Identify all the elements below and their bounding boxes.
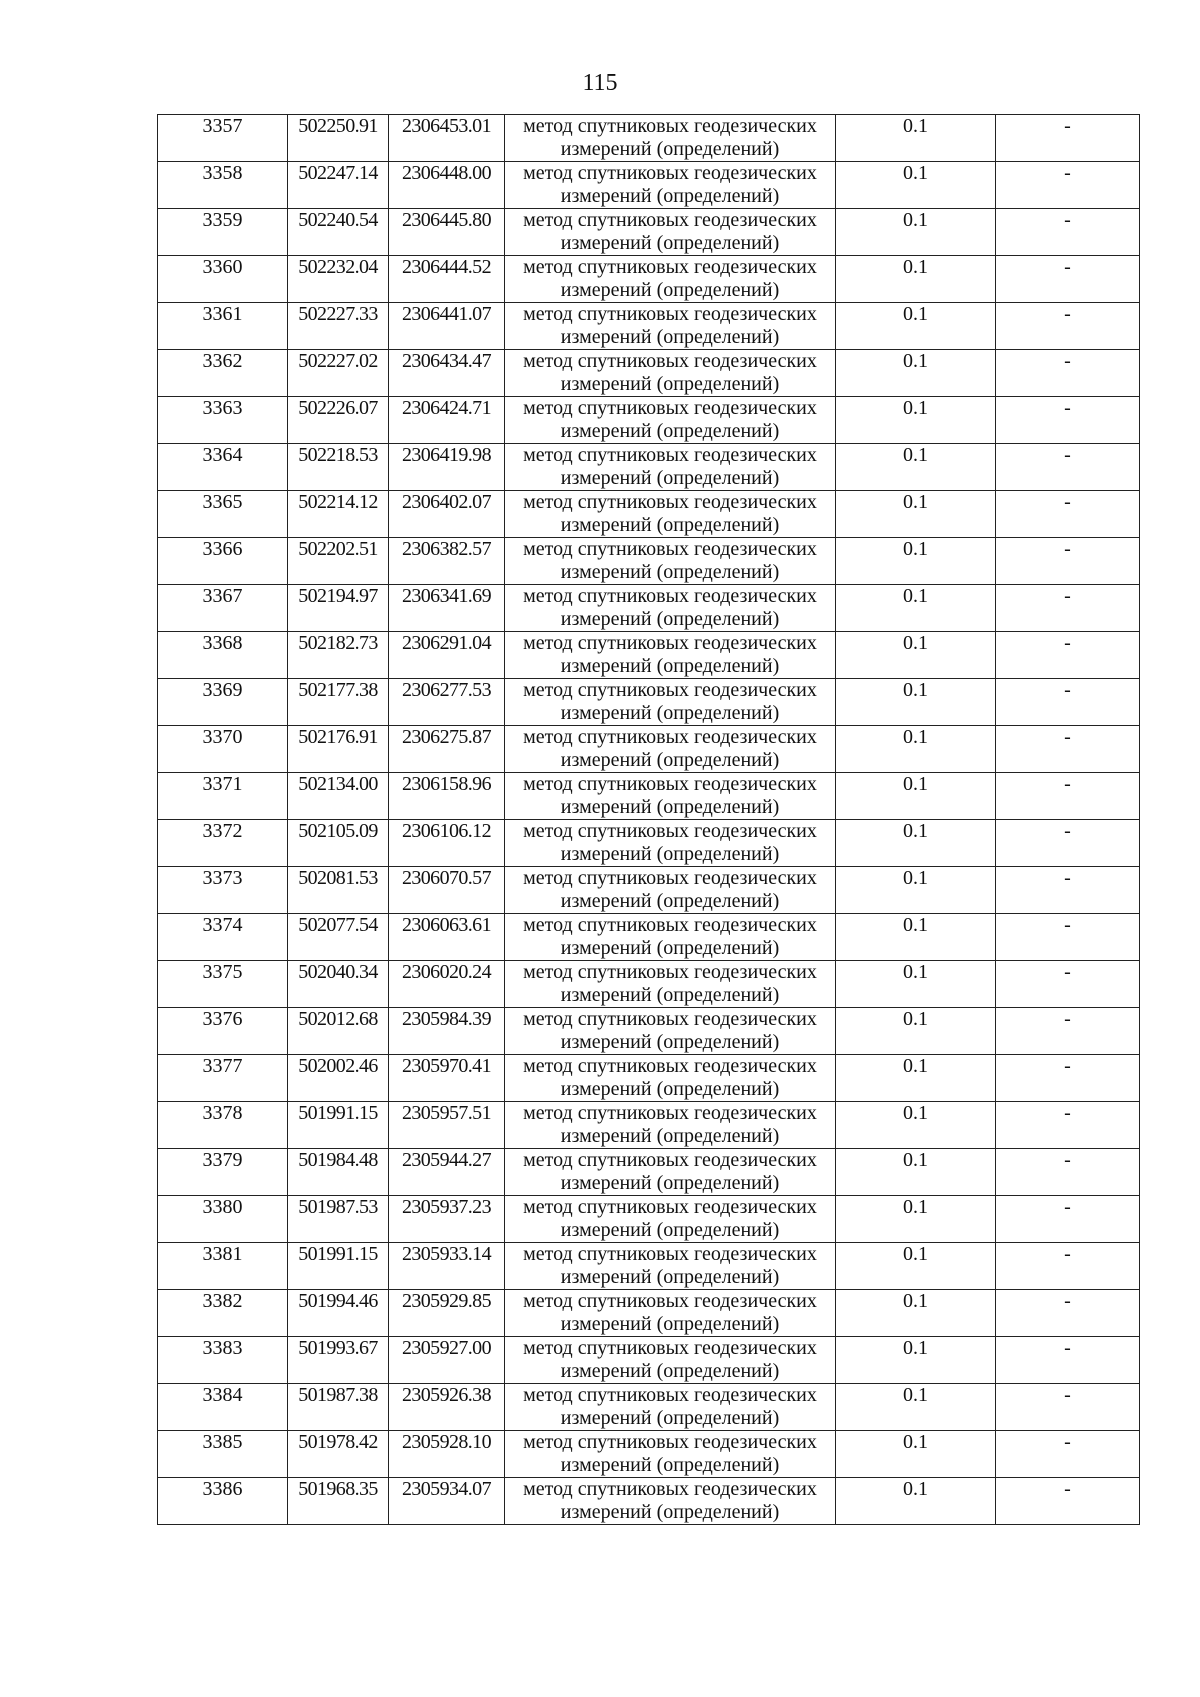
- method-cell: [505, 961, 836, 1008]
- method-cell: [505, 914, 836, 961]
- method-cell: [505, 1337, 836, 1384]
- method-line-1: метод спутниковых геодезических: [523, 1337, 817, 1359]
- y-coordinate-cell: 2306070.57: [389, 867, 505, 914]
- accuracy-cell: 0.1: [836, 491, 996, 538]
- method-cell: [505, 397, 836, 444]
- accuracy-cell: 0.1: [836, 1337, 996, 1384]
- y-coordinate-cell: 2306448.00: [389, 162, 505, 209]
- page-number: 115: [582, 70, 618, 96]
- x-coordinate-cell: 501993.67: [288, 1337, 389, 1384]
- table-row: [158, 867, 1140, 914]
- method-line-1: метод спутниковых геодезических: [523, 1290, 817, 1312]
- method-line-2: измерений (определений): [560, 185, 780, 207]
- table-row: [158, 1055, 1140, 1102]
- method-line-2: измерений (определений): [560, 232, 780, 254]
- y-coordinate-cell: 2306020.24: [389, 961, 505, 1008]
- accuracy-cell: 0.1: [836, 350, 996, 397]
- method-line-1: метод спутниковых геодезических: [523, 1055, 817, 1077]
- x-coordinate-cell: 502226.07: [288, 397, 389, 444]
- method-line-2: измерений (определений): [560, 1172, 780, 1194]
- x-coordinate-cell: 502194.97: [288, 585, 389, 632]
- method-line-2: измерений (определений): [560, 1078, 780, 1100]
- method-line-2: измерений (определений): [560, 796, 780, 818]
- point-number-cell: 3377: [158, 1055, 288, 1102]
- y-coordinate-cell: 2306441.07: [389, 303, 505, 350]
- point-number-cell: 3358: [158, 162, 288, 209]
- y-coordinate-cell: 2305927.00: [389, 1337, 505, 1384]
- y-coordinate-cell: 2305970.41: [389, 1055, 505, 1102]
- y-coordinate-cell: 2305984.39: [389, 1008, 505, 1055]
- method-line-1: метод спутниковых геодезических: [523, 1384, 817, 1406]
- method-cell: [505, 679, 836, 726]
- method-line-2: измерений (определений): [560, 279, 780, 301]
- note-cell: -: [996, 1102, 1140, 1149]
- method-cell: [505, 820, 836, 867]
- method-line-1: метод спутниковых геодезических: [523, 1243, 817, 1265]
- accuracy-cell: 0.1: [836, 303, 996, 350]
- method-line-1: метод спутниковых геодезических: [523, 538, 817, 560]
- method-cell: [505, 1102, 836, 1149]
- x-coordinate-cell: 501984.48: [288, 1149, 389, 1196]
- y-coordinate-cell: 2306444.52: [389, 256, 505, 303]
- y-coordinate-cell: 2306453.01: [389, 115, 505, 162]
- point-number-cell: 3359: [158, 209, 288, 256]
- y-coordinate-cell: 2305933.14: [389, 1243, 505, 1290]
- point-number-cell: 3373: [158, 867, 288, 914]
- method-line-1: метод спутниковых геодезических: [523, 1102, 817, 1124]
- method-cell: [505, 1008, 836, 1055]
- method-line-1: метод спутниковых геодезических: [523, 397, 817, 419]
- note-cell: -: [996, 961, 1140, 1008]
- table-row: [158, 397, 1140, 444]
- method-line-2: измерений (определений): [560, 655, 780, 677]
- note-cell: -: [996, 914, 1140, 961]
- point-number-cell: 3366: [158, 538, 288, 585]
- method-line-1: метод спутниковых геодезических: [523, 256, 817, 278]
- method-line-1: метод спутниковых геодезических: [523, 491, 817, 513]
- accuracy-cell: 0.1: [836, 444, 996, 491]
- method-cell: [505, 162, 836, 209]
- note-cell: -: [996, 397, 1140, 444]
- method-line-2: измерений (определений): [560, 890, 780, 912]
- method-cell: [505, 538, 836, 585]
- y-coordinate-cell: 2306424.71: [389, 397, 505, 444]
- method-line-2: измерений (определений): [560, 1360, 780, 1382]
- note-cell: -: [996, 773, 1140, 820]
- note-cell: -: [996, 491, 1140, 538]
- point-number-cell: 3362: [158, 350, 288, 397]
- note-cell: -: [996, 632, 1140, 679]
- x-coordinate-cell: 502227.02: [288, 350, 389, 397]
- method-line-1: метод спутниковых геодезических: [523, 867, 817, 889]
- x-coordinate-cell: 502040.34: [288, 961, 389, 1008]
- table-row: [158, 632, 1140, 679]
- table-row: [158, 303, 1140, 350]
- table-row: [158, 1008, 1140, 1055]
- point-number-cell: 3357: [158, 115, 288, 162]
- method-line-2: измерений (определений): [560, 937, 780, 959]
- method-line-2: измерений (определений): [560, 1501, 780, 1523]
- table-row: [158, 1243, 1140, 1290]
- method-cell: [505, 585, 836, 632]
- table-row: [158, 585, 1140, 632]
- note-cell: -: [996, 1149, 1140, 1196]
- x-coordinate-cell: 502177.38: [288, 679, 389, 726]
- accuracy-cell: 0.1: [836, 585, 996, 632]
- method-cell: [505, 1055, 836, 1102]
- point-number-cell: 3363: [158, 397, 288, 444]
- method-line-2: измерений (определений): [560, 702, 780, 724]
- method-line-1: метод спутниковых геодезических: [523, 303, 817, 325]
- point-number-cell: 3384: [158, 1384, 288, 1431]
- method-line-2: измерений (определений): [560, 467, 780, 489]
- y-coordinate-cell: 2306382.57: [389, 538, 505, 585]
- note-cell: -: [996, 1055, 1140, 1102]
- point-number-cell: 3376: [158, 1008, 288, 1055]
- x-coordinate-cell: 502247.14: [288, 162, 389, 209]
- accuracy-cell: 0.1: [836, 961, 996, 1008]
- accuracy-cell: 0.1: [836, 115, 996, 162]
- accuracy-cell: 0.1: [836, 914, 996, 961]
- accuracy-cell: 0.1: [836, 820, 996, 867]
- point-number-cell: 3365: [158, 491, 288, 538]
- note-cell: -: [996, 867, 1140, 914]
- point-number-cell: 3371: [158, 773, 288, 820]
- accuracy-cell: 0.1: [836, 1008, 996, 1055]
- y-coordinate-cell: 2306445.80: [389, 209, 505, 256]
- y-coordinate-cell: 2306277.53: [389, 679, 505, 726]
- method-cell: [505, 1243, 836, 1290]
- x-coordinate-cell: 502134.00: [288, 773, 389, 820]
- accuracy-cell: 0.1: [836, 679, 996, 726]
- method-cell: [505, 1149, 836, 1196]
- table-row: [158, 820, 1140, 867]
- method-cell: [505, 1431, 836, 1478]
- table-row: [158, 538, 1140, 585]
- method-cell: [505, 1290, 836, 1337]
- table-row: [158, 726, 1140, 773]
- x-coordinate-cell: 502218.53: [288, 444, 389, 491]
- note-cell: -: [996, 303, 1140, 350]
- point-number-cell: 3369: [158, 679, 288, 726]
- x-coordinate-cell: 502077.54: [288, 914, 389, 961]
- method-line-1: метод спутниковых геодезических: [523, 585, 817, 607]
- point-number-cell: 3386: [158, 1478, 288, 1525]
- method-line-1: метод спутниковых геодезических: [523, 726, 817, 748]
- method-cell: [505, 115, 836, 162]
- accuracy-cell: 0.1: [836, 1102, 996, 1149]
- method-line-2: измерений (определений): [560, 608, 780, 630]
- method-line-2: измерений (определений): [560, 843, 780, 865]
- note-cell: -: [996, 585, 1140, 632]
- point-number-cell: 3378: [158, 1102, 288, 1149]
- accuracy-cell: 0.1: [836, 1478, 996, 1525]
- note-cell: -: [996, 1243, 1140, 1290]
- table-row: [158, 350, 1140, 397]
- method-line-2: измерений (определений): [560, 1031, 780, 1053]
- coordinates-table: [157, 114, 1140, 1525]
- method-line-2: измерений (определений): [560, 514, 780, 536]
- table-row: [158, 1149, 1140, 1196]
- table-row: [158, 1196, 1140, 1243]
- method-line-2: измерений (определений): [560, 1454, 780, 1476]
- point-number-cell: 3374: [158, 914, 288, 961]
- method-cell: [505, 1478, 836, 1525]
- accuracy-cell: 0.1: [836, 1384, 996, 1431]
- accuracy-cell: 0.1: [836, 162, 996, 209]
- method-line-1: метод спутниковых геодезических: [523, 1149, 817, 1171]
- method-line-2: измерений (определений): [560, 138, 780, 160]
- method-line-2: измерений (определений): [560, 373, 780, 395]
- accuracy-cell: 0.1: [836, 1431, 996, 1478]
- point-number-cell: 3379: [158, 1149, 288, 1196]
- accuracy-cell: 0.1: [836, 1196, 996, 1243]
- point-number-cell: 3375: [158, 961, 288, 1008]
- accuracy-cell: 0.1: [836, 256, 996, 303]
- table-row: [158, 491, 1140, 538]
- y-coordinate-cell: 2306158.96: [389, 773, 505, 820]
- method-line-2: измерений (определений): [560, 420, 780, 442]
- accuracy-cell: 0.1: [836, 632, 996, 679]
- table-row: [158, 1478, 1140, 1525]
- method-cell: [505, 256, 836, 303]
- x-coordinate-cell: 502214.12: [288, 491, 389, 538]
- table-row: [158, 1431, 1140, 1478]
- x-coordinate-cell: 501987.53: [288, 1196, 389, 1243]
- accuracy-cell: 0.1: [836, 773, 996, 820]
- method-line-2: измерений (определений): [560, 1219, 780, 1241]
- point-number-cell: 3381: [158, 1243, 288, 1290]
- note-cell: -: [996, 162, 1140, 209]
- table-row: [158, 1102, 1140, 1149]
- note-cell: -: [996, 1290, 1140, 1337]
- method-line-1: метод спутниковых геодезических: [523, 632, 817, 654]
- method-line-1: метод спутниковых геодезических: [523, 115, 817, 137]
- table-row: [158, 256, 1140, 303]
- method-cell: [505, 303, 836, 350]
- note-cell: -: [996, 115, 1140, 162]
- x-coordinate-cell: 501994.46: [288, 1290, 389, 1337]
- method-line-1: метод спутниковых геодезических: [523, 1008, 817, 1030]
- method-cell: [505, 1384, 836, 1431]
- point-number-cell: 3367: [158, 585, 288, 632]
- table-row: [158, 1337, 1140, 1384]
- note-cell: -: [996, 679, 1140, 726]
- y-coordinate-cell: 2306419.98: [389, 444, 505, 491]
- x-coordinate-cell: 502202.51: [288, 538, 389, 585]
- method-line-1: метод спутниковых геодезических: [523, 1196, 817, 1218]
- x-coordinate-cell: 501991.15: [288, 1102, 389, 1149]
- y-coordinate-cell: 2305934.07: [389, 1478, 505, 1525]
- method-line-2: измерений (определений): [560, 1266, 780, 1288]
- y-coordinate-cell: 2306341.69: [389, 585, 505, 632]
- note-cell: -: [996, 1196, 1140, 1243]
- table-row: [158, 115, 1140, 162]
- method-line-1: метод спутниковых геодезических: [523, 350, 817, 372]
- method-cell: [505, 867, 836, 914]
- x-coordinate-cell: 501968.35: [288, 1478, 389, 1525]
- method-line-1: метод спутниковых геодезических: [523, 679, 817, 701]
- method-line-1: метод спутниковых геодезических: [523, 961, 817, 983]
- accuracy-cell: 0.1: [836, 1243, 996, 1290]
- accuracy-cell: 0.1: [836, 726, 996, 773]
- point-number-cell: 3361: [158, 303, 288, 350]
- point-number-cell: 3382: [158, 1290, 288, 1337]
- point-number-cell: 3370: [158, 726, 288, 773]
- y-coordinate-cell: 2306434.47: [389, 350, 505, 397]
- point-number-cell: 3368: [158, 632, 288, 679]
- method-line-2: измерений (определений): [560, 1407, 780, 1429]
- note-cell: -: [996, 350, 1140, 397]
- method-line-1: метод спутниковых геодезических: [523, 444, 817, 466]
- y-coordinate-cell: 2306402.07: [389, 491, 505, 538]
- x-coordinate-cell: 502176.91: [288, 726, 389, 773]
- point-number-cell: 3372: [158, 820, 288, 867]
- y-coordinate-cell: 2306106.12: [389, 820, 505, 867]
- method-cell: [505, 632, 836, 679]
- note-cell: -: [996, 1384, 1140, 1431]
- point-number-cell: 3385: [158, 1431, 288, 1478]
- y-coordinate-cell: 2305929.85: [389, 1290, 505, 1337]
- table-row: [158, 961, 1140, 1008]
- table-row: [158, 1290, 1140, 1337]
- accuracy-cell: 0.1: [836, 397, 996, 444]
- method-line-1: метод спутниковых геодезических: [523, 773, 817, 795]
- point-number-cell: 3360: [158, 256, 288, 303]
- note-cell: -: [996, 1008, 1140, 1055]
- y-coordinate-cell: 2305937.23: [389, 1196, 505, 1243]
- x-coordinate-cell: 501978.42: [288, 1431, 389, 1478]
- point-number-cell: 3383: [158, 1337, 288, 1384]
- method-line-1: метод спутниковых геодезических: [523, 820, 817, 842]
- note-cell: -: [996, 256, 1140, 303]
- accuracy-cell: 0.1: [836, 1290, 996, 1337]
- x-coordinate-cell: 502232.04: [288, 256, 389, 303]
- method-line-1: метод спутниковых геодезических: [523, 1431, 817, 1453]
- method-line-1: метод спутниковых геодезических: [523, 209, 817, 231]
- y-coordinate-cell: 2305928.10: [389, 1431, 505, 1478]
- y-coordinate-cell: 2305926.38: [389, 1384, 505, 1431]
- method-line-1: метод спутниковых геодезических: [523, 162, 817, 184]
- accuracy-cell: 0.1: [836, 1149, 996, 1196]
- note-cell: -: [996, 444, 1140, 491]
- x-coordinate-cell: 502105.09: [288, 820, 389, 867]
- x-coordinate-cell: 502240.54: [288, 209, 389, 256]
- x-coordinate-cell: 501987.38: [288, 1384, 389, 1431]
- x-coordinate-cell: 502182.73: [288, 632, 389, 679]
- table-row: [158, 162, 1140, 209]
- x-coordinate-cell: 502081.53: [288, 867, 389, 914]
- accuracy-cell: 0.1: [836, 538, 996, 585]
- method-cell: [505, 1196, 836, 1243]
- x-coordinate-cell: 502227.33: [288, 303, 389, 350]
- accuracy-cell: 0.1: [836, 867, 996, 914]
- note-cell: -: [996, 820, 1140, 867]
- method-line-2: измерений (определений): [560, 326, 780, 348]
- method-line-2: измерений (определений): [560, 561, 780, 583]
- method-line-1: метод спутниковых геодезических: [523, 1478, 817, 1500]
- table-row: [158, 444, 1140, 491]
- y-coordinate-cell: 2305944.27: [389, 1149, 505, 1196]
- method-cell: [505, 491, 836, 538]
- table-row: [158, 914, 1140, 961]
- method-cell: [505, 209, 836, 256]
- x-coordinate-cell: 502002.46: [288, 1055, 389, 1102]
- x-coordinate-cell: 502250.91: [288, 115, 389, 162]
- point-number-cell: 3364: [158, 444, 288, 491]
- point-number-cell: 3380: [158, 1196, 288, 1243]
- method-cell: [505, 444, 836, 491]
- y-coordinate-cell: 2306275.87: [389, 726, 505, 773]
- note-cell: -: [996, 209, 1140, 256]
- note-cell: -: [996, 726, 1140, 773]
- table-row: [158, 679, 1140, 726]
- method-cell: [505, 773, 836, 820]
- table-row: [158, 773, 1140, 820]
- x-coordinate-cell: 501991.15: [288, 1243, 389, 1290]
- method-line-2: измерений (определений): [560, 749, 780, 771]
- y-coordinate-cell: 2306063.61: [389, 914, 505, 961]
- method-line-1: метод спутниковых геодезических: [523, 914, 817, 936]
- method-cell: [505, 350, 836, 397]
- y-coordinate-cell: 2305957.51: [389, 1102, 505, 1149]
- table-body: [158, 115, 1140, 1525]
- method-cell: [505, 726, 836, 773]
- method-line-2: измерений (определений): [560, 984, 780, 1006]
- accuracy-cell: 0.1: [836, 209, 996, 256]
- method-line-2: измерений (определений): [560, 1125, 780, 1147]
- table-row: [158, 1384, 1140, 1431]
- y-coordinate-cell: 2306291.04: [389, 632, 505, 679]
- note-cell: -: [996, 1431, 1140, 1478]
- note-cell: -: [996, 538, 1140, 585]
- note-cell: -: [996, 1337, 1140, 1384]
- table-row: [158, 209, 1140, 256]
- accuracy-cell: 0.1: [836, 1055, 996, 1102]
- method-line-2: измерений (определений): [560, 1313, 780, 1335]
- x-coordinate-cell: 502012.68: [288, 1008, 389, 1055]
- note-cell: -: [996, 1478, 1140, 1525]
